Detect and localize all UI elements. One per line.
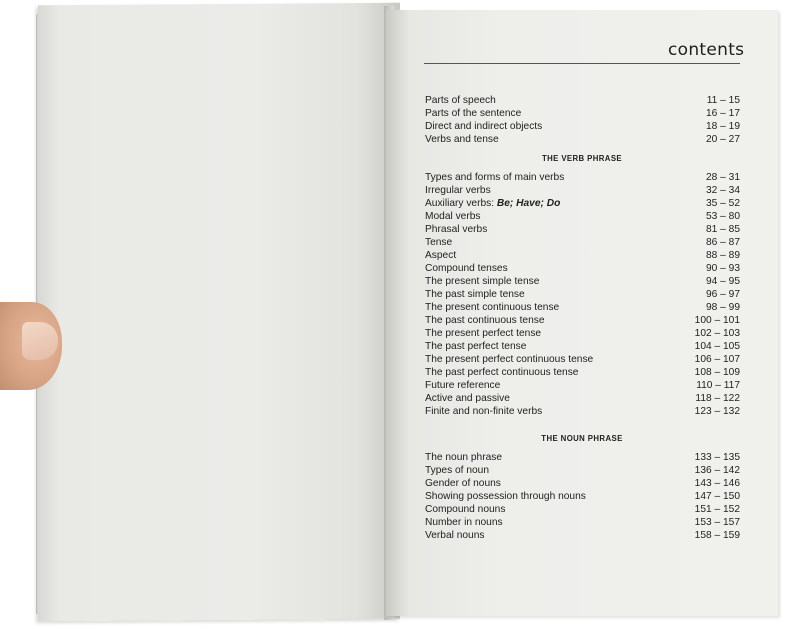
toc-label: The past perfect tense [425,341,527,352]
toc-pages: 108 – 109 [694,367,740,378]
thumbnail [22,322,58,360]
toc-pages: 18 – 19 [706,121,740,132]
toc-label: Types of noun [425,465,489,476]
toc-entry [424,171,740,184]
toc-pages: 110 – 117 [696,380,740,391]
toc-pages: 20 – 27 [706,134,740,145]
toc-label: The present perfect tense [425,328,542,339]
toc-label: The past perfect continuous tense [425,367,579,378]
toc-entry [424,223,740,236]
toc-pages: 11 – 15 [706,95,740,106]
toc-pages: 53 – 80 [706,211,740,222]
toc-label: The noun phrase [425,452,503,463]
toc-entry [424,477,740,490]
section-heading-verb-phrase: THE VERB PHRASE [541,154,623,163]
title-rule [424,63,740,64]
toc-pages: 102 – 103 [694,328,740,339]
toc-pages: 16 – 17 [706,108,740,119]
toc-entry [424,327,740,340]
toc-entry [424,503,740,516]
toc-pages: 158 – 159 [694,530,740,541]
toc-entry [424,366,740,379]
toc-label: The past continuous tense [425,315,545,326]
toc-pages: 118 – 122 [695,393,740,404]
toc-entry [424,236,740,249]
table-of-contents [424,94,740,542]
toc-pages: 133 – 135 [694,452,740,463]
toc-pages: 28 – 31 [706,172,740,183]
toc-label-emphasis: Be; Have; Do [496,198,561,209]
toc-label: Finite and non-finite verbs [425,406,543,417]
toc-entry [424,133,740,146]
toc-label: The present simple tense [425,276,540,287]
toc-entry [424,210,740,223]
toc-entry [424,314,740,327]
toc-label: Irregular verbs [425,185,491,196]
toc-label [425,197,560,210]
toc-pages: 96 – 97 [706,289,740,300]
toc-pages: 100 – 101 [694,315,740,326]
toc-label-prefix: Auxiliary verbs: [425,198,497,209]
toc-label: Active and passive [425,393,510,404]
toc-label: Tense [425,237,453,248]
section-heading-noun-phrase: THE NOUN PHRASE [541,434,623,443]
toc-label: Phrasal verbs [425,224,488,235]
toc-entry [424,353,740,366]
toc-entry [424,197,740,210]
toc-label: Gender of nouns [425,478,501,489]
toc-entry [424,249,740,262]
toc-pages: 88 – 89 [706,250,740,261]
toc-pages: 94 – 95 [706,276,740,287]
toc-entry [424,275,740,288]
toc-entry [424,451,740,464]
toc-label: The present perfect continuous tense [425,354,594,365]
toc-entry [424,405,740,418]
toc-entry [424,392,740,405]
toc-pages: 106 – 107 [694,354,740,365]
toc-entry [424,262,740,275]
toc-pages: 151 – 152 [694,504,740,515]
toc-pages: 81 – 85 [706,224,740,235]
toc-entry [424,120,740,133]
toc-label: Direct and indirect objects [425,121,543,132]
toc-label: The present continuous tense [425,302,560,313]
toc-label: The past simple tense [425,289,525,300]
toc-label: Compound nouns [425,504,506,515]
toc-pages: 35 – 52 [706,198,740,209]
left-page [38,3,400,622]
toc-entry [424,379,740,392]
toc-label: Showing possession through nouns [425,491,586,502]
toc-pages: 104 – 105 [694,341,740,352]
toc-entry [424,516,740,529]
toc-label: Modal verbs [425,211,481,222]
toc-entry [424,340,740,353]
page-title: contents [668,40,745,60]
toc-pages: 143 – 146 [694,478,740,489]
toc-entry [424,184,740,197]
toc-pages: 123 – 132 [694,406,740,417]
toc-label: Verbal nouns [425,530,485,541]
toc-entry [424,288,740,301]
toc-label: Parts of speech [425,95,496,106]
toc-pages: 153 – 157 [694,517,740,528]
toc-pages: 136 – 142 [694,465,740,476]
toc-label: Compound tenses [425,263,508,274]
toc-entry [424,464,740,477]
toc-label: Aspect [425,250,457,261]
toc-pages: 86 – 87 [706,237,740,248]
toc-pages: 98 – 99 [706,302,740,313]
toc-entry [424,107,740,120]
toc-entry [424,529,740,542]
toc-pages: 147 – 150 [694,491,740,502]
toc-label: Types and forms of main verbs [425,172,565,183]
toc-entry [424,490,740,503]
toc-label: Parts of the sentence [425,108,522,119]
toc-pages: 32 – 34 [706,185,740,196]
toc-label: Verbs and tense [425,134,499,145]
toc-pages: 90 – 93 [706,263,740,274]
toc-label: Number in nouns [425,517,503,528]
toc-label: Future reference [425,380,501,391]
toc-entry [424,301,740,314]
toc-entry [424,94,740,107]
